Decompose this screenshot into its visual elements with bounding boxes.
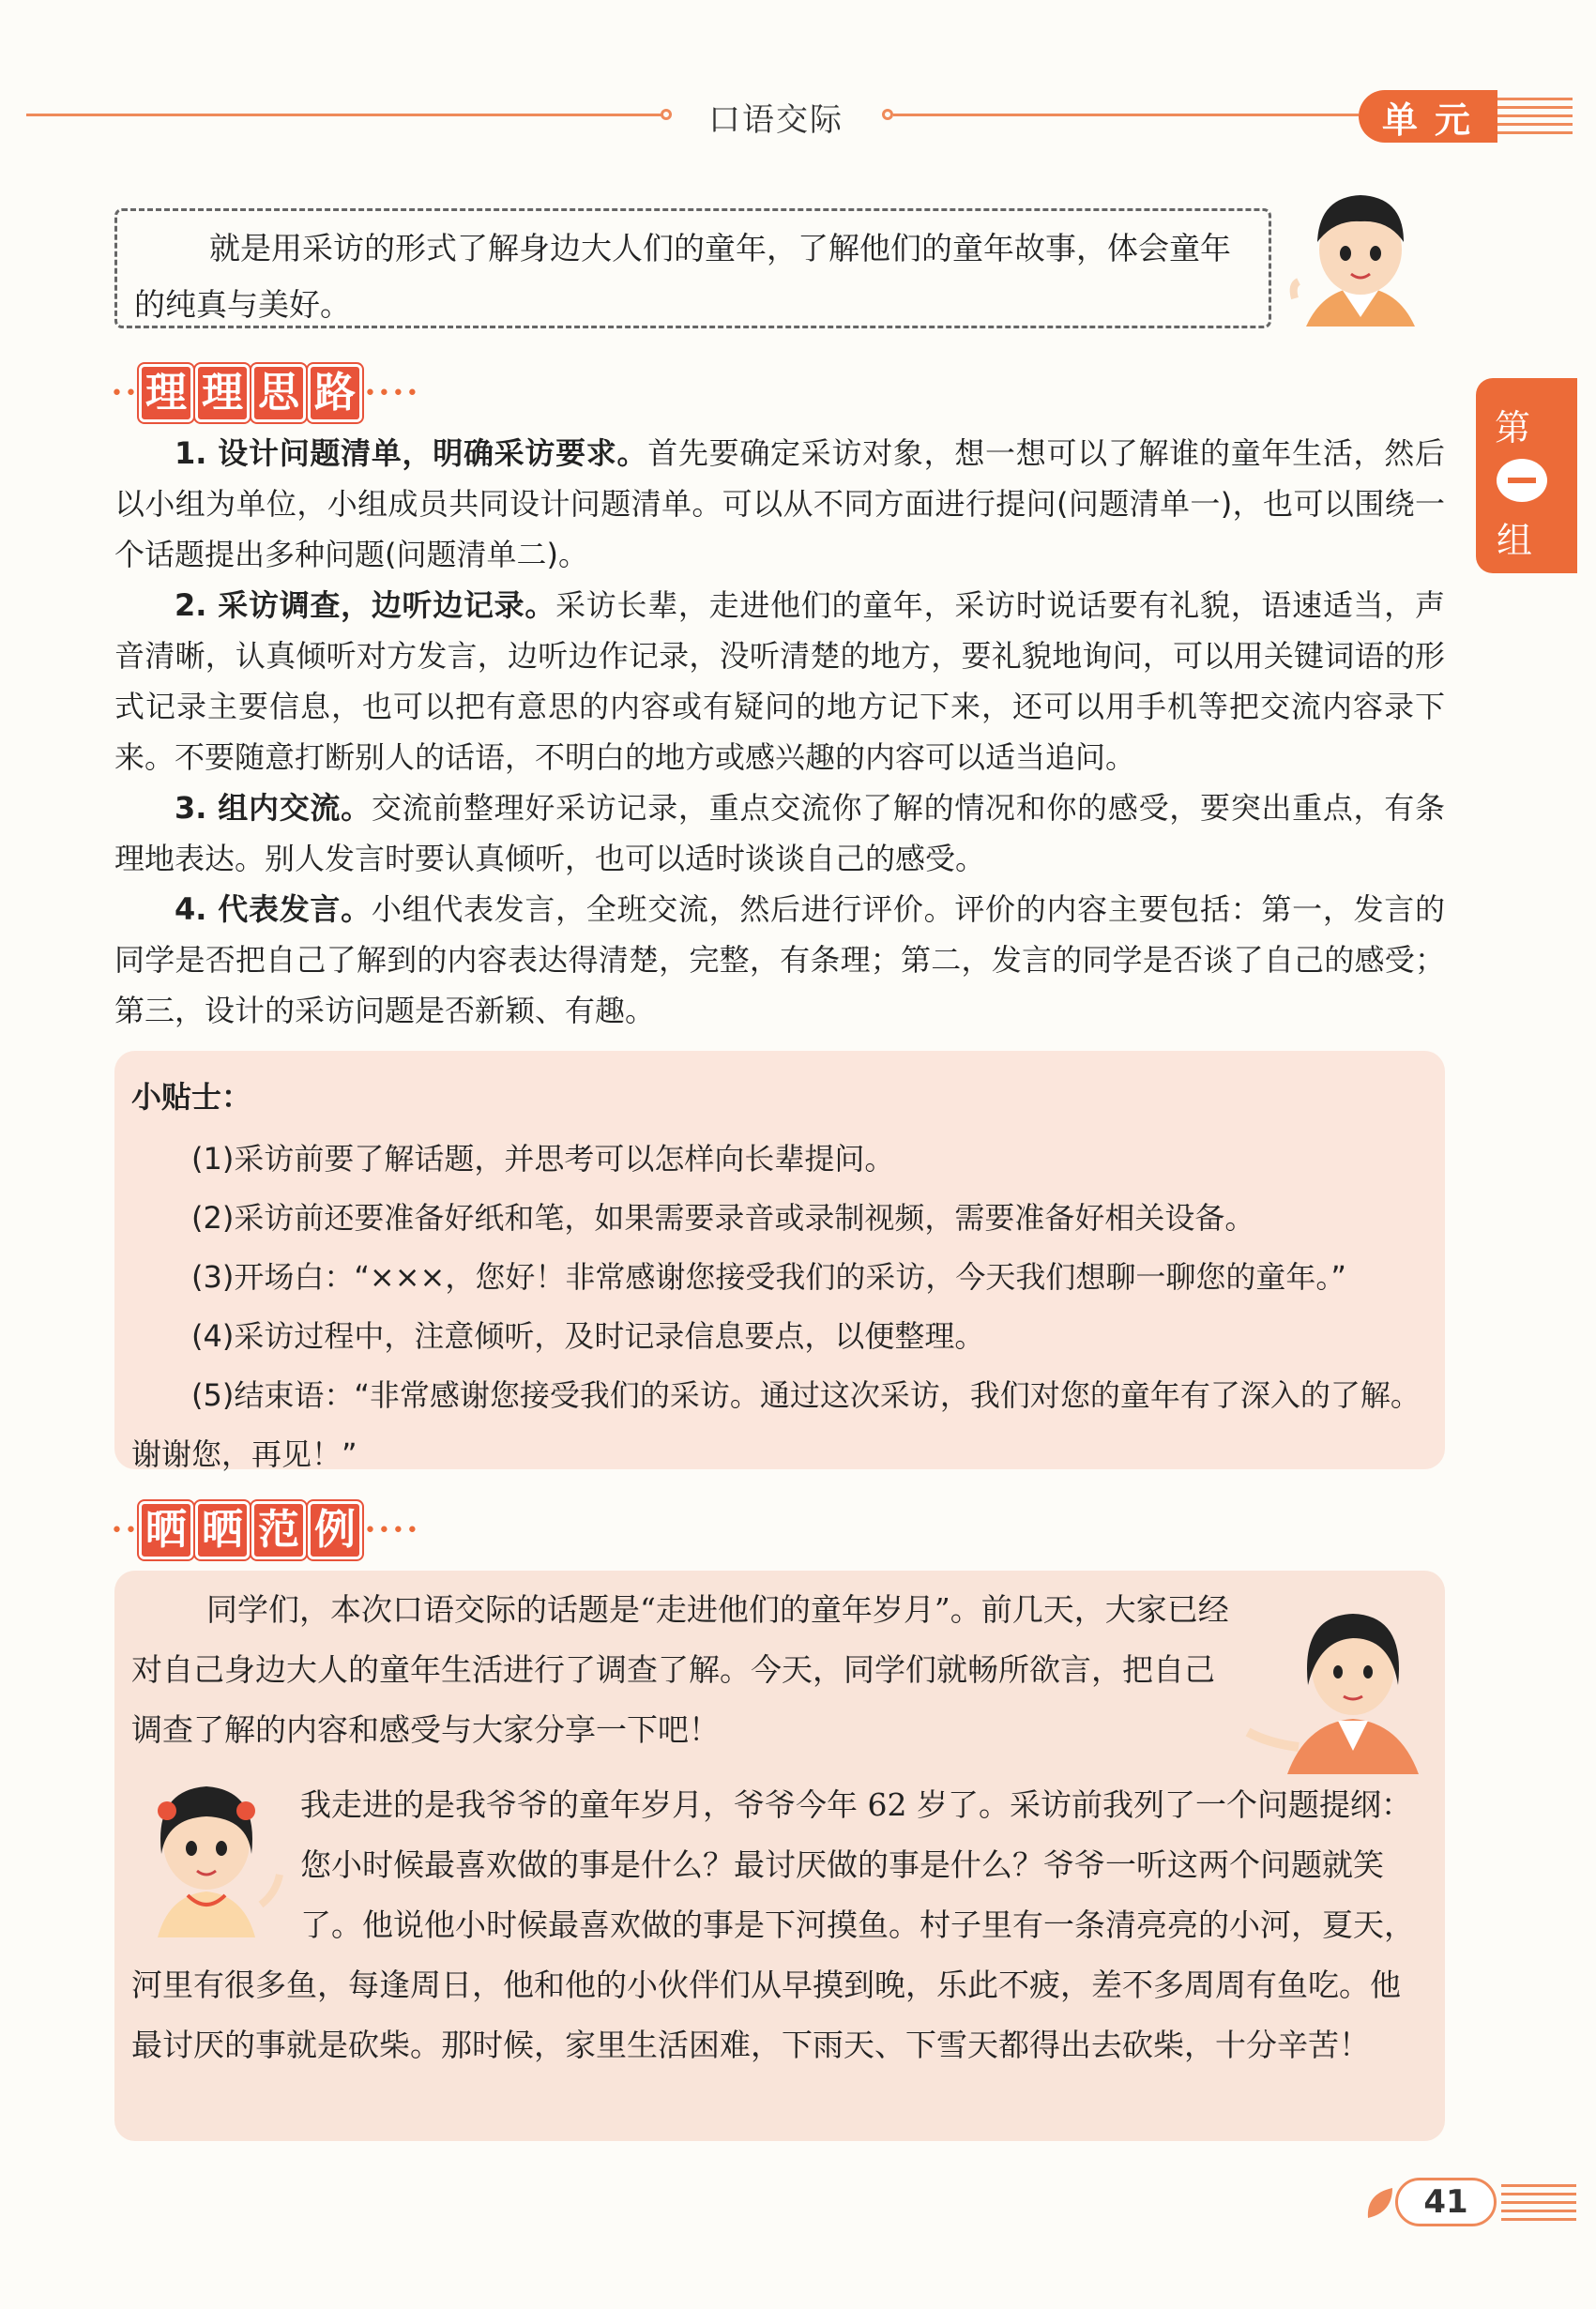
speech-bubble xyxy=(114,208,1271,328)
heading-char: 思 xyxy=(251,364,306,422)
step-lead: 2. 采访调查，边听边记录。 xyxy=(175,587,556,623)
heading-chars xyxy=(139,364,364,422)
heading-char: 范 xyxy=(251,1501,306,1559)
section-heading-organize-ideas xyxy=(111,364,420,422)
heading-chars xyxy=(139,1501,364,1559)
side-tab-number-one xyxy=(1497,459,1547,502)
tip-item: (2)采访前还要准备好纸和笔，如果需要录音或录制视频，需要准备好相关设备。 xyxy=(191,1200,1255,1236)
student-speech xyxy=(131,1775,1426,2075)
page-number: 41 xyxy=(1395,2178,1497,2226)
heading-char: 晒 xyxy=(139,1501,193,1559)
tip-item: (4)采访过程中，注意倾听，及时记录信息要点，以便整理。 xyxy=(191,1318,985,1354)
heading-char: 理 xyxy=(195,364,250,422)
tips-list xyxy=(131,1130,1431,1484)
step-paragraph xyxy=(114,884,1445,1036)
header-rule-left xyxy=(26,114,664,116)
step-text: 小组代表发言，全班交流，然后进行评价。评价的内容主要包括：第一，发言的同学是否把自己了解到的内容表达得清楚，完整，有条理；第二，发言的同学是否谈了自己的感受；第三，设计的采访问题是否新颖、有趣。 xyxy=(114,891,1445,1028)
heading-char: 例 xyxy=(308,1501,362,1559)
header-title: 口语交际 xyxy=(708,101,844,139)
heading-dots-left: •• xyxy=(111,1518,139,1542)
header-dot-left xyxy=(661,109,672,120)
group-side-tab xyxy=(1476,378,1577,573)
heading-dots-right: •••• xyxy=(363,381,420,405)
header-rule-right xyxy=(893,114,1359,116)
tip-item: (5)结束语：“非常感谢您接受我们的采访。通过这次采访，我们对您的童年有了深入的了解。谢谢您，再见！” xyxy=(131,1377,1421,1472)
tips-box xyxy=(114,1051,1445,1472)
heading-char: 路 xyxy=(308,364,362,422)
header-dot-right xyxy=(882,109,893,120)
teacher-speech: 同学们，本次口语交际的话题是“走进他们的童年岁月”。前几天，大家已经对自己身边大人的童年生活进行了调查了解。今天，同学们就畅所欲言，把自己调查了解的内容和感受与大家分享一下吧！ xyxy=(131,1591,1229,1748)
tip-item: (1)采访前要了解话题，并思考可以怎样向长辈提问。 xyxy=(191,1141,895,1177)
boy-icon xyxy=(1285,176,1436,336)
heading-dots-right: •••• xyxy=(363,1518,420,1542)
step-paragraph xyxy=(114,428,1445,580)
heading-char: 晒 xyxy=(195,1501,250,1559)
unit-badge: 单元 xyxy=(1359,90,1497,143)
side-tab-label-bottom: 组 xyxy=(1497,520,1533,561)
step-paragraph xyxy=(114,782,1445,884)
step-paragraph xyxy=(114,580,1445,782)
leaf-icon xyxy=(1364,2184,1398,2222)
step-text: 交流前整理好采访记录，重点交流你了解的情况和你的感受，要突出重点，有条理地表达。别人发言时要认真倾听，也可以适时谈谈自己的感受。 xyxy=(114,790,1445,876)
steps-body xyxy=(114,428,1445,1036)
girl-icon xyxy=(129,1764,289,1942)
teacher-icon xyxy=(1240,1582,1437,1779)
section-heading-show-examples xyxy=(111,1501,420,1559)
heading-dots-left: •• xyxy=(111,381,139,405)
heading-char: 理 xyxy=(139,364,193,422)
step-lead: 3. 组内交流。 xyxy=(175,790,372,826)
step-lead: 4. 代表发言。 xyxy=(175,891,372,927)
step-text: 采访长辈，走进他们的童年，采访时说话要有礼貌，语速适当，声音清晰，认真倾听对方发言，边听边作记录，没听清楚的地方，要礼貌地询问，可以用关键词语的形式记录主要信息，也可以把有意思的内容或有疑问的地方记下来，还可以用手机等把交流内容录下来。不要随意打断别人的话语，不明白的地方或感兴趣的内容可以适当追问。 xyxy=(114,587,1445,775)
page-number-stripes xyxy=(1501,2184,1576,2222)
tip-item: (3)开场白：“×××，您好！非常感谢您接受我们的采访，今天我们想聊一聊您的童年。” xyxy=(191,1259,1346,1295)
student-text: 我走进的是我爷爷的童年岁月，爷爷今年 62 岁了。采访前我列了一个问题提纲：您小时候最喜欢做的事是什么？最讨厌做的事是什么？爷爷一听这两个问题就笑了。他说他小时候最喜欢做的事是下河摸鱼。村子里有一条清亮亮的小河，夏天，河里有很多鱼，每逢周日，他和他的小伙伴们从早摸到晚，乐此不疲，差不多周周有鱼吃。他最讨厌的事就是砍柴。那时候，家里生活困难，下雨天、下雪天都得出去砍柴，十分辛苦！ xyxy=(131,1786,1415,2063)
header-stripes xyxy=(1497,98,1573,139)
step-text: 首先要确定采访对象，想一想可以了解谁的童年生活，然后以小组为单位，小组成员共同设计问题清单。可以从不同方面进行提问(问题清单一)，也可以围绕一个话题提出多种问题(问题清单二)。 xyxy=(114,435,1445,572)
side-tab-label-top: 第 xyxy=(1495,407,1531,448)
tips-title: 小贴士： xyxy=(131,1079,252,1115)
step-lead: 1. 设计问题清单，明确采访要求。 xyxy=(175,435,648,471)
speech-text: 就是用采访的形式了解身边大人们的童年，了解他们的童年故事，体会童年的纯真与美好。 xyxy=(134,230,1231,323)
